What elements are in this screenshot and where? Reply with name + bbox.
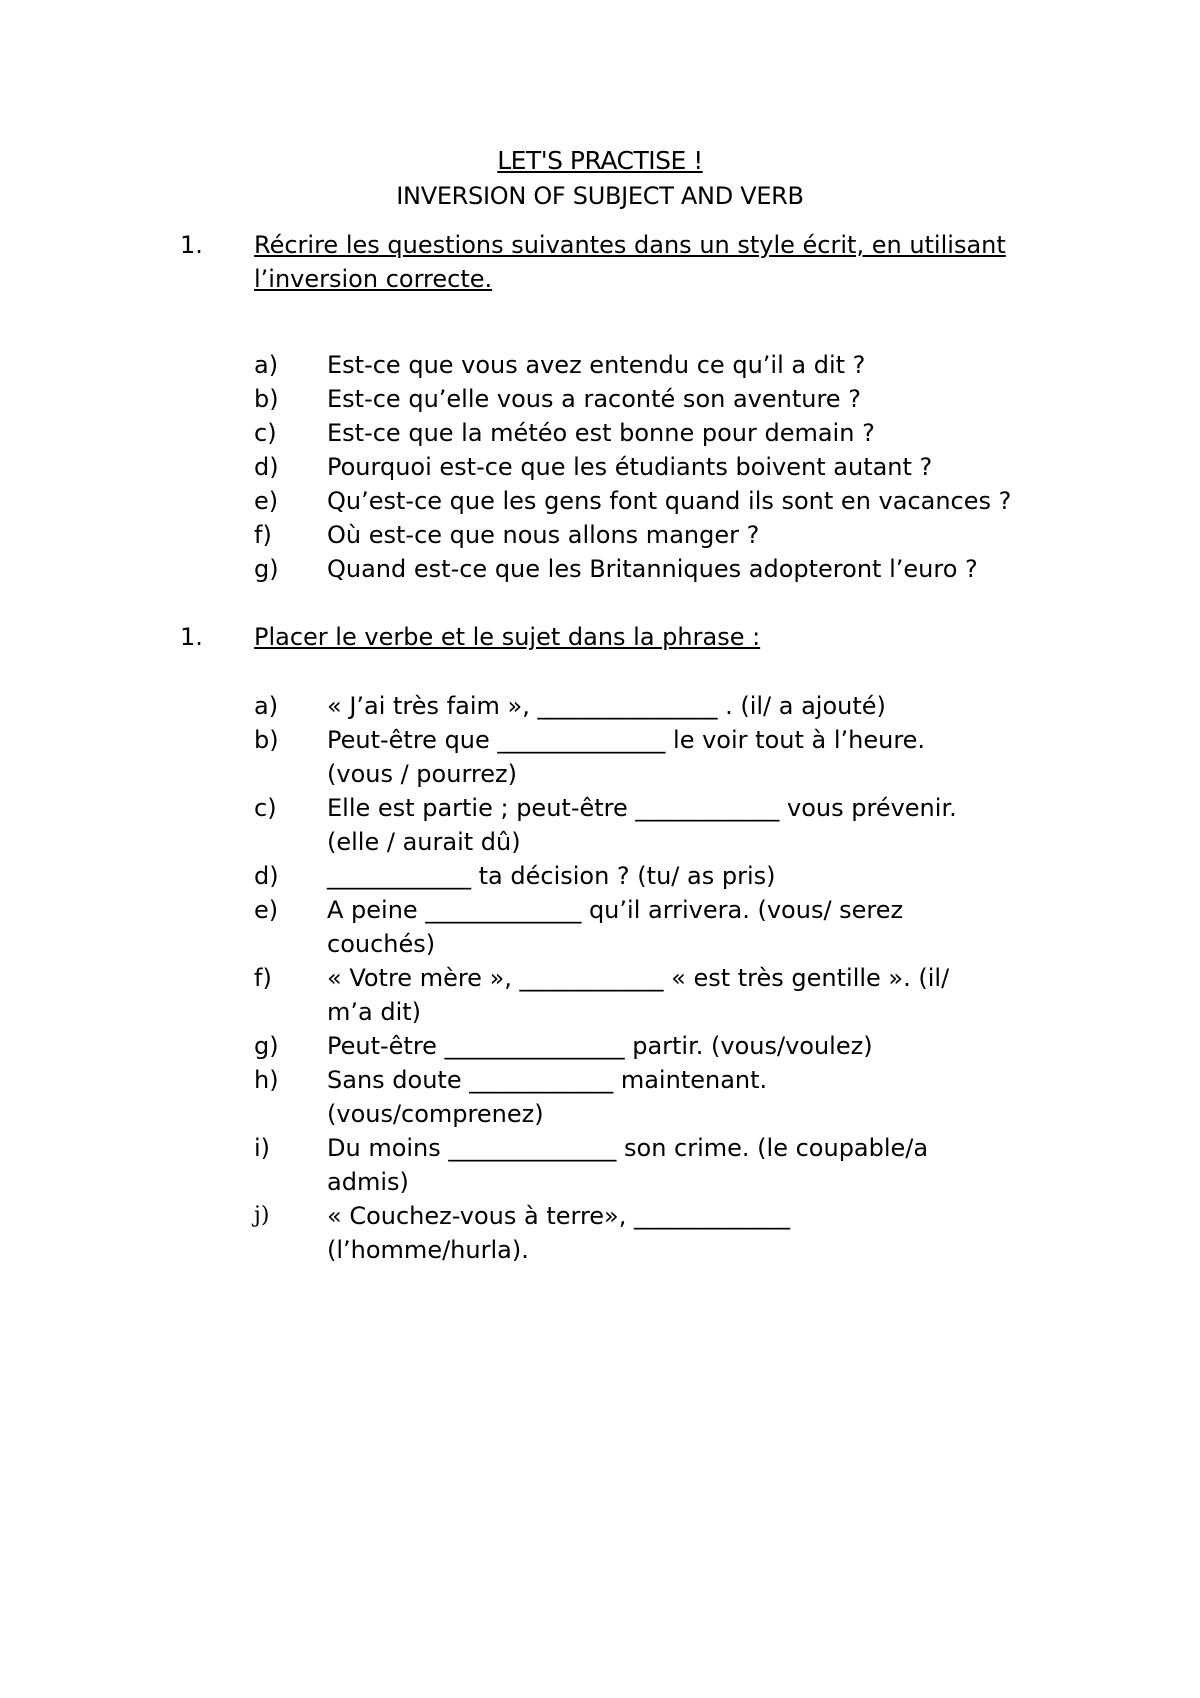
ex1-item-label: c): [254, 419, 277, 447]
ex2-item-text: Peut-être _______________ partir. (vous/voulez): [327, 1032, 873, 1060]
ex2-item-text-continued: couchés): [327, 930, 436, 958]
ex1-item-label: a): [254, 351, 279, 379]
exercise-1-number: 1.: [180, 231, 203, 259]
ex2-item-text-continued: (elle / aurait dû): [327, 828, 521, 856]
ex2-item-text: Sans doute ____________ maintenant.: [327, 1066, 768, 1094]
ex2-item-label: c): [254, 794, 277, 822]
ex2-item-label: f): [254, 964, 272, 992]
ex2-item-label: d): [254, 862, 279, 890]
ex2-item-text: A peine _____________ qu’il arrivera. (vous/ serez: [327, 896, 904, 924]
ex1-item-label: e): [254, 487, 279, 515]
ex2-item-text-continued: (vous/comprenez): [327, 1100, 544, 1128]
ex2-item-text: « J’ai très faim », _______________ . (il/ a ajouté): [327, 692, 886, 720]
ex2-item-label: i): [254, 1134, 271, 1162]
exercise-1-instruction-line-1: Récrire les questions suivantes dans un style écrit, en utilisant: [254, 231, 1006, 259]
ex1-item-label: g): [254, 555, 279, 583]
ex2-item-label: j): [254, 1203, 270, 1228]
ex1-item-label: b): [254, 385, 279, 413]
ex2-item-text: « Votre mère », ____________ « est très gentille ». (il/: [327, 964, 950, 992]
ex1-item-text: Où est-ce que nous allons manger ?: [327, 521, 760, 549]
ex2-item-label: g): [254, 1032, 279, 1060]
ex1-item-text: Qu’est-ce que les gens font quand ils sont en vacances ?: [327, 487, 1012, 515]
ex1-item-text: Est-ce que vous avez entendu ce qu’il a dit ?: [327, 351, 866, 379]
ex2-item-label: e): [254, 896, 279, 924]
exercise-1-instruction-line-2: l’inversion correcte.: [254, 265, 493, 293]
ex2-item-text: Du moins ______________ son crime. (le coupable/a: [327, 1134, 929, 1162]
ex1-item-text: Pourquoi est-ce que les étudiants boivent autant ?: [327, 453, 933, 481]
ex1-item-text: Quand est-ce que les Britanniques adopteront l’euro ?: [327, 555, 978, 583]
ex1-item-label: f): [254, 521, 272, 549]
exercise-2-number: 1.: [180, 623, 203, 651]
ex2-item-label: b): [254, 726, 279, 754]
exercise-2-instruction: Placer le verbe et le sujet dans la phrase :: [254, 623, 761, 651]
ex1-item-text: Est-ce que la météo est bonne pour demain ?: [327, 419, 875, 447]
page-title: LET'S PRACTISE !: [497, 146, 703, 175]
ex1-item-text: Est-ce qu’elle vous a raconté son aventure ?: [327, 385, 861, 413]
ex1-item-label: d): [254, 453, 279, 481]
ex2-item-text-continued: m’a dit): [327, 998, 422, 1026]
ex2-item-label: a): [254, 692, 279, 720]
ex2-item-text: « Couchez-vous à terre», _____________: [327, 1202, 790, 1230]
ex2-item-text-continued: (l’homme/hurla).: [327, 1236, 529, 1264]
ex2-item-text: ____________ ta décision ? (tu/ as pris): [327, 862, 776, 890]
ex2-item-text: Peut-être que ______________ le voir tout à l’heure.: [327, 726, 926, 754]
ex2-item-text-continued: admis): [327, 1168, 409, 1196]
ex2-item-label: h): [254, 1066, 279, 1094]
page-subtitle: INVERSION OF SUBJECT AND VERB: [396, 182, 804, 210]
ex2-item-text: Elle est partie ; peut-être ____________ vous prévenir.: [327, 794, 957, 822]
ex2-item-text-continued: (vous / pourrez): [327, 760, 517, 788]
